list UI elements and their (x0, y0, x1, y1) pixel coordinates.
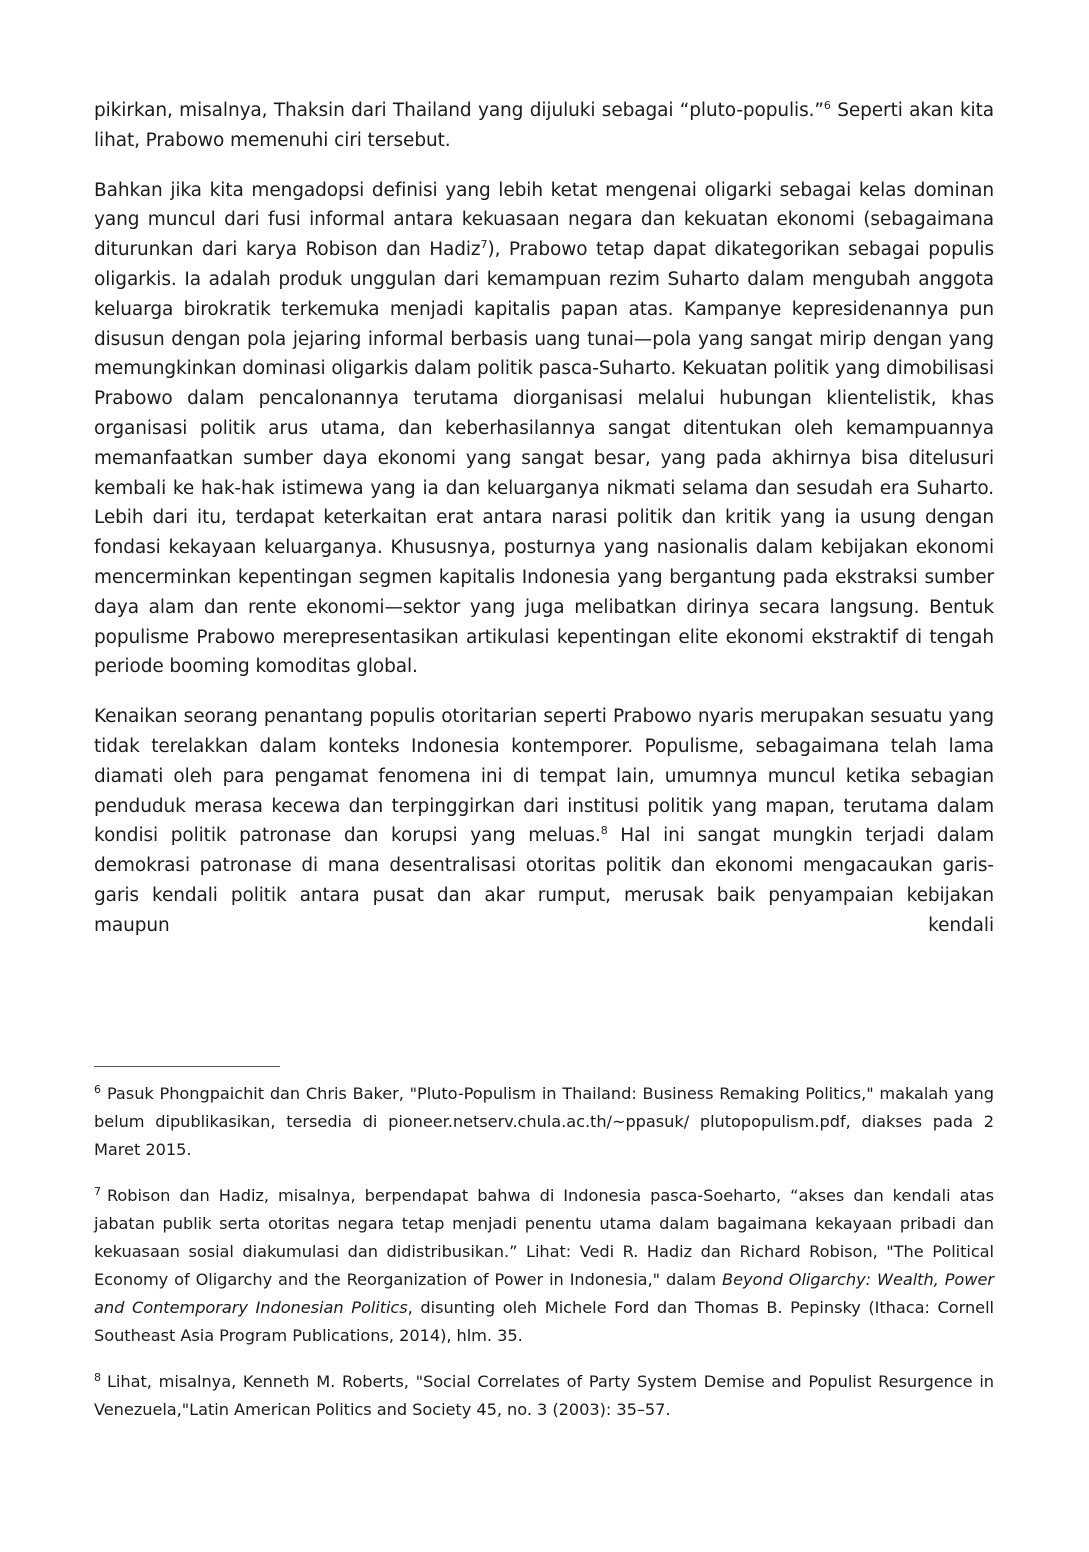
paragraph-1-text-b: Seperti akan kita lihat, Prabowo memenuhi ciri tersebut. (94, 100, 994, 151)
footnote-text: Pasuk Phongpaichit dan Chris Baker, "Pluto-Populism in Thailand: Business Remaking Politics," makalah yang belum dipublikasikan, tersedia di pioneer.netserv.chula.ac.th/~ppasuk/ plutopopulism.pdf, diakses pada 2 Maret 2015. (94, 1084, 994, 1159)
footnote-6 (94, 1080, 994, 1164)
footnotes-section (94, 1080, 994, 1442)
footnote-number: 8 (94, 1370, 101, 1384)
main-text (94, 96, 994, 961)
paragraph-3 (94, 702, 994, 940)
paragraph-2 (94, 176, 994, 683)
paragraph-2-text-a: Bahkan jika kita mengadopsi definisi yang lebih ketat mengenai oligarki sebagai kelas dominan yang muncul dari fusi informal antara kekuasaan negara dan kekuatan ekonomi (sebagaimana diturunkan dari karya Robison dan Hadiz (94, 179, 994, 261)
footnote-text-end: , disunting oleh Michele Ford dan Thomas B. Pepinsky (Ithaca: Cornell Southeast Asia Program Publications, 2014), hlm. 35. (94, 1298, 994, 1345)
footnote-number: 6 (94, 1082, 101, 1096)
footnote-text: Lihat, misalnya, Kenneth M. Roberts, "Social Correlates of Party System Demise and Populist Resurgence in Venezuela,"Latin American Politics and Society 45, no. 3 (2003): 35–57. (94, 1372, 994, 1419)
footnote-text: Robison dan Hadiz, misalnya, berpendapat bahwa di Indonesia pasca-Soeharto, “akses dan kendali atas jabatan publik serta otoritas negara tetap menjadi penentu utama dalam bagaimana kekayaan pribadi dan kekuasaan sosial diakumulasi dan didistribusikan.” Lihat: Vedi R. Hadiz dan Richard Robison, "The Political Economy of Oligarchy and the Reorganization of Power in Indonesia," dalam (94, 1186, 994, 1289)
paragraph-3-text-b: Hal ini sangat mungkin terjadi dalam demokrasi patronase di mana desentralisasi otoritas politik dan ekonomi mengacaukan garis-garis kendali politik antara pusat dan akar rumput, merusak baik penyampaian kebijakan maupun kendali (94, 825, 994, 936)
paragraph-1-text-a: pikirkan, misalnya, Thaksin dari Thailand yang dijuluki sebagai “pluto-populis.” (94, 100, 824, 121)
paragraph-2-text-b: ), Prabowo tetap dapat dikategorikan sebagai populis oligarkis. Ia adalah produk unggulan dari kemampuan rezim Suharto dalam mengubah anggota keluarga birokratik terkemuka menjadi kapitalis papan atas. Kampanye kepresidenannya pun disusun dengan pola jejaring informal berbasis uang tunai—pola yang sangat mirip dengan yang memungkinkan dominasi oligarkis dalam politik pasca-Suharto. Kekuatan politik yang dimobilisasi Prabowo dalam pencalonannya terutama diorganisasi melalui hubungan klientelistik, khas organisasi politik arus utama, dan keberhasilannya sangat ditentukan oleh kemampuannya memanfaatkan sumber daya ekonomi yang sangat besar, yang pada akhirnya bisa ditelusuri kembali ke hak-hak istimewa yang ia dan keluarganya nikmati selama dan sesudah era Suharto. Lebih dari itu, terdapat keterkaitan erat antara narasi politik dan kritik yang ia usung dengan fondasi kekayaan keluarganya. Khususnya, posturnya yang nasionalis dalam kebijakan ekonomi mencerminkan kepentingan segmen kapitalis Indonesia yang bergantung pada ekstraksi sumber daya alam dan rente ekonomi—sektor yang juga melibatkan dirinya secara langsung. Bentuk populisme Prabowo merepresentasikan artikulasi kepentingan elite ekonomi ekstraktif di tengah periode booming komoditas global. (94, 239, 994, 678)
footnote-7 (94, 1182, 994, 1350)
paragraph-3-text-a: Kenaikan seorang penantang populis otoritarian seperti Prabowo nyaris merupakan sesuatu yang tidak terelakkan dalam konteks Indonesia kontemporer. Populisme, sebagaimana telah lama diamati oleh para pengamat fenomena ini di tempat lain, umumnya muncul ketika sebagian penduduk merasa kecewa dan terpinggirkan dari institusi politik yang mapan, terutama dalam kondisi politik patronase dan korupsi yang meluas. (94, 706, 994, 847)
footnote-divider (94, 1066, 280, 1067)
footnote-8 (94, 1368, 994, 1424)
book-title: Beyond Oligarchy: Wealth, Power and Contemporary Indonesian Politics (94, 1270, 994, 1317)
footnote-ref-7[interactable]: 7 (480, 238, 488, 252)
paragraph-1 (94, 96, 994, 156)
footnote-ref-6[interactable]: 6 (823, 98, 831, 112)
footnote-number: 7 (94, 1184, 101, 1198)
footnote-ref-8[interactable]: 8 (600, 824, 608, 838)
